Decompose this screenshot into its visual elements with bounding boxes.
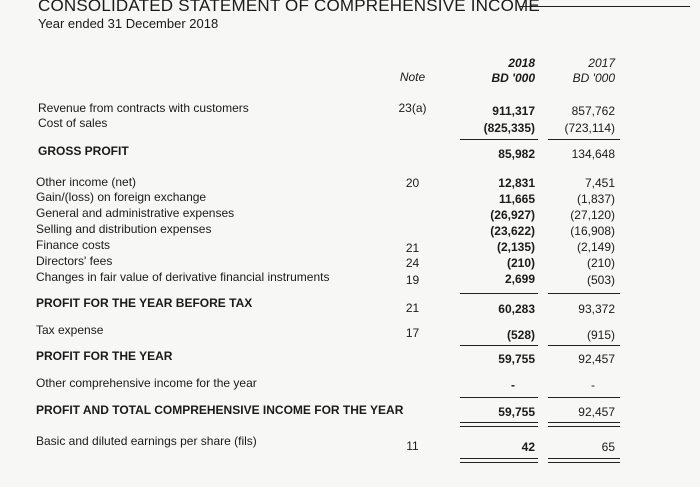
row-2018-value: 42 bbox=[521, 440, 535, 454]
total-double-rule bbox=[548, 458, 620, 463]
row-label: Cost of sales bbox=[38, 116, 108, 130]
row-label: General and administrative expenses bbox=[36, 206, 235, 220]
row-2018-value: 911,317 bbox=[492, 104, 535, 118]
row-note: 20 bbox=[405, 176, 420, 190]
row-2017-value: 65 bbox=[601, 440, 615, 454]
row-2018-value: 85,982 bbox=[498, 147, 535, 161]
total-double-rule bbox=[460, 422, 538, 427]
row-label: Basic and diluted earnings per share (fils) bbox=[36, 434, 257, 448]
row-note: 21 bbox=[405, 241, 420, 255]
row-2018-value: 12,831 bbox=[498, 176, 535, 190]
subtotal-rule bbox=[460, 345, 538, 346]
note-header: Note bbox=[399, 70, 426, 84]
row-2018-value: 59,755 bbox=[498, 352, 535, 366]
row-label: Other income (net) bbox=[36, 175, 137, 189]
row-2017-value: (210) bbox=[586, 256, 615, 270]
row-2018-value: 11,665 bbox=[498, 192, 535, 206]
row-2017-value: (27,120) bbox=[570, 208, 615, 222]
row-label: Changes in fair value of derivative financial instruments bbox=[36, 270, 330, 284]
subtotal-rule bbox=[548, 293, 620, 294]
row-2017-value: 92,457 bbox=[578, 352, 615, 366]
row-label: Finance costs bbox=[36, 238, 111, 252]
row-2017-value: (16,908) bbox=[570, 224, 615, 238]
total-double-rule bbox=[548, 422, 620, 427]
row-2017-value: (723,114) bbox=[564, 121, 615, 135]
row-label: Other comprehensive income for the year bbox=[36, 376, 257, 390]
row-label: Selling and distribution expenses bbox=[36, 222, 212, 236]
row-2017-value: (2,149) bbox=[576, 240, 615, 254]
row-label: Directors' fees bbox=[36, 254, 113, 268]
subtotal-rule bbox=[548, 397, 620, 398]
row-2017-value: - bbox=[591, 378, 595, 392]
row-2018-value: (825,335) bbox=[483, 121, 535, 135]
year-2018-unit: BD '000 bbox=[491, 71, 535, 85]
row-2017-value: 93,372 bbox=[578, 302, 615, 316]
row-2018-value: - bbox=[511, 378, 515, 392]
row-label: PROFIT FOR THE YEAR bbox=[36, 349, 173, 363]
row-label: PROFIT FOR THE YEAR BEFORE TAX bbox=[36, 296, 253, 310]
subtotal-rule bbox=[460, 293, 538, 294]
year-2017-header: 2017 bbox=[588, 56, 615, 70]
total-double-rule bbox=[460, 458, 538, 463]
row-label: Tax expense bbox=[36, 323, 104, 337]
row-label: GROSS PROFIT bbox=[38, 144, 129, 158]
row-2018-value: (210) bbox=[506, 256, 535, 270]
row-2017-value: (915) bbox=[586, 328, 615, 342]
row-note: 17 bbox=[405, 326, 420, 340]
subtotal-rule bbox=[460, 397, 538, 398]
year-2017-unit: BD '000 bbox=[572, 71, 615, 85]
subtotal-rule bbox=[548, 139, 620, 140]
row-2018-value: (26,927) bbox=[490, 208, 535, 222]
row-2017-value: 134,648 bbox=[571, 147, 615, 161]
row-note: 11 bbox=[406, 439, 419, 453]
row-2018-value: (528) bbox=[506, 328, 535, 342]
row-2018-value: 60,283 bbox=[498, 302, 535, 316]
row-2018-value: 2,699 bbox=[504, 272, 535, 286]
row-2017-value: 7,451 bbox=[584, 176, 615, 190]
statement-subtitle: Year ended 31 December 2018 bbox=[38, 16, 219, 31]
row-2017-value: (1,837) bbox=[576, 192, 615, 206]
row-note: 19 bbox=[405, 273, 420, 287]
row-note: 21 bbox=[405, 301, 420, 315]
row-label: Gain/(loss) on foreign exchange bbox=[36, 190, 207, 204]
row-2018-value: (2,135) bbox=[496, 240, 535, 254]
row-label: PROFIT AND TOTAL COMPREHENSIVE INCOME FOR THE YEAR bbox=[36, 403, 404, 417]
row-label: Revenue from contracts with customers bbox=[38, 101, 249, 115]
row-2017-value: 92,457 bbox=[578, 405, 615, 419]
row-note: 23(a) bbox=[398, 101, 427, 115]
row-2018-value: 59,755 bbox=[498, 405, 535, 419]
title-rule bbox=[520, 6, 690, 7]
row-2018-value: (23,622) bbox=[490, 224, 535, 238]
row-2017-value: 857,762 bbox=[571, 104, 615, 118]
row-note: 24 bbox=[405, 256, 420, 270]
subtotal-rule bbox=[548, 345, 620, 346]
row-2017-value: (503) bbox=[586, 273, 615, 287]
statement-title: CONSOLIDATED STATEMENT OF COMPREHENSIVE INCOME bbox=[38, 0, 540, 15]
subtotal-rule bbox=[460, 139, 538, 140]
year-2018-header: 2018 bbox=[508, 56, 535, 70]
